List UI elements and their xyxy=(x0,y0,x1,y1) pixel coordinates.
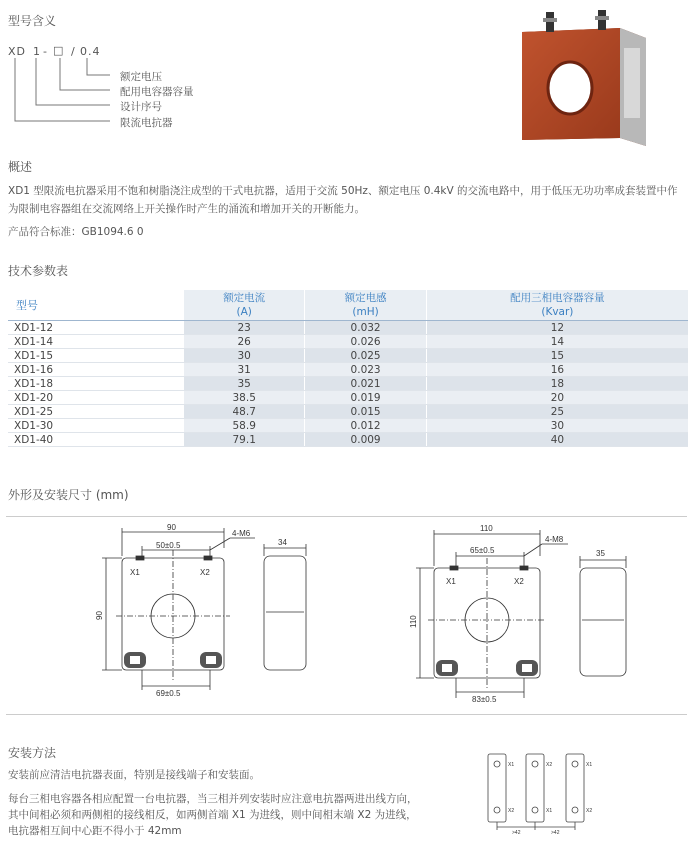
col-header-rated-inductance xyxy=(305,290,426,321)
legend-rated-voltage: 额定电压 xyxy=(120,71,162,83)
cell-inductance: 0.026 xyxy=(305,335,426,349)
dim-right-thread: 4-M8 xyxy=(545,535,564,544)
legend-design-number: 设计序号 xyxy=(120,101,162,113)
header-current-unit: (A) xyxy=(236,306,252,318)
cell-model: XD1-25 xyxy=(8,405,184,419)
table-row xyxy=(8,433,688,447)
installation-line-2: 每台三相电容器各相应配置一台电抗器，当三相并列安装时应注意电抗器两进出线方向， xyxy=(8,793,418,805)
legend-capacitor-capacity: 配用电容器容量 xyxy=(120,86,194,98)
legend-current-limiting-reactor: 限流电抗器 xyxy=(120,117,173,129)
cell-model: XD1-16 xyxy=(8,363,184,377)
install-x1-a: X1 xyxy=(508,762,515,768)
dim-left-mount-spacing: 69±0.5 xyxy=(156,689,181,698)
installation-line-1: 安装前应清洁电抗器表面，特别是接线端子和安装面。 xyxy=(8,769,260,781)
table-row xyxy=(8,335,688,349)
dim-left-thread: 4-M6 xyxy=(232,529,251,538)
model-meaning-title: 型号含义 xyxy=(8,14,57,28)
cell-model: XD1-12 xyxy=(8,321,184,335)
header-current-name: 额定电流 xyxy=(223,292,266,304)
install-spacing-a: >42 xyxy=(512,830,521,836)
dim-left-height: 90 xyxy=(95,611,104,620)
cell-capacity: 12 xyxy=(426,321,688,335)
cell-current: 48.7 xyxy=(184,405,305,419)
cell-inductance: 0.015 xyxy=(305,405,426,419)
cell-model: XD1-18 xyxy=(8,377,184,391)
cell-current: 26 xyxy=(184,335,305,349)
cell-inductance: 0.012 xyxy=(305,419,426,433)
dim-right-terminal-spacing: 65±0.5 xyxy=(470,546,495,555)
cell-capacity: 40 xyxy=(426,433,688,447)
cell-current: 30 xyxy=(184,349,305,363)
reactor-product-image xyxy=(508,8,658,148)
cell-capacity: 20 xyxy=(426,391,688,405)
cell-model: XD1-20 xyxy=(8,391,184,405)
overview-text: XD1 型限流电抗器采用不饱和树脂浇注成型的干式电抗器，适用于交流 50Hz、额定电压 0.4kV 的交流电路中，用于低压无功功率成套装置中作为限制电容器组在交流网络上开关操作时产生的涌流和增加开关的开断能力。 xyxy=(8,185,678,215)
dim-right-x2: X2 xyxy=(514,577,524,586)
overview-standard: 产品符合标准：GB1094.6 0 xyxy=(8,226,144,238)
cell-current: 31 xyxy=(184,363,305,377)
cell-inductance: 0.009 xyxy=(305,433,426,447)
dim-right-depth: 35 xyxy=(596,549,605,558)
dimensions-divider-top xyxy=(6,516,687,517)
header-model-name: 型号 xyxy=(16,299,38,312)
cell-inductance: 0.032 xyxy=(305,321,426,335)
header-inductance-name: 额定电感 xyxy=(344,292,387,304)
table-row xyxy=(8,349,688,363)
model-code-voltage: 0.4 xyxy=(80,45,101,58)
header-capacity-unit: (Kvar) xyxy=(541,306,574,318)
cell-inductance: 0.021 xyxy=(305,377,426,391)
installation-title: 安装方法 xyxy=(8,746,57,760)
model-code-series: 1 xyxy=(33,45,41,58)
cell-model: XD1-15 xyxy=(8,349,184,363)
cell-model: XD1-40 xyxy=(8,433,184,447)
dim-left-depth: 34 xyxy=(278,538,287,547)
table-row xyxy=(8,405,688,419)
dim-left-x1: X1 xyxy=(130,568,140,577)
cell-current: 35 xyxy=(184,377,305,391)
table-row xyxy=(8,363,688,377)
cell-inductance: 0.019 xyxy=(305,391,426,405)
cell-current: 23 xyxy=(184,321,305,335)
model-code-box: □ xyxy=(53,44,65,57)
overview-title: 概述 xyxy=(8,160,33,174)
dim-right-x1: X1 xyxy=(446,577,456,586)
cell-inductance: 0.025 xyxy=(305,349,426,363)
install-x2-a: X2 xyxy=(508,808,515,814)
cell-current: 58.9 xyxy=(184,419,305,433)
cell-capacity: 15 xyxy=(426,349,688,363)
spec-table xyxy=(8,290,688,447)
dimension-drawing-90 xyxy=(90,520,330,700)
cell-capacity: 14 xyxy=(426,335,688,349)
model-code-dash: - xyxy=(43,45,48,58)
cell-capacity: 16 xyxy=(426,363,688,377)
dim-left-terminal-spacing: 50±0.5 xyxy=(156,541,181,550)
cell-capacity: 30 xyxy=(426,419,688,433)
table-row xyxy=(8,419,688,433)
dim-right-mount-spacing: 83±0.5 xyxy=(472,695,497,704)
installation-line-4: 电抗器相互间中心距不得小于 42mm xyxy=(8,825,182,837)
model-code-slash: / xyxy=(71,45,76,58)
dim-right-width: 110 xyxy=(480,524,493,533)
install-x1-c: X1 xyxy=(586,762,593,768)
cell-current: 38.5 xyxy=(184,391,305,405)
col-header-capacitor-capacity xyxy=(426,290,688,321)
model-code-xd: XD xyxy=(8,45,27,58)
cell-model: XD1-30 xyxy=(8,419,184,433)
cell-inductance: 0.023 xyxy=(305,363,426,377)
table-row xyxy=(8,391,688,405)
header-capacity-name: 配用三相电容器容量 xyxy=(510,292,605,304)
spec-table-body xyxy=(8,321,688,447)
installation-diagram xyxy=(480,750,610,836)
dimensions-divider-bottom xyxy=(6,714,687,715)
cell-capacity: 25 xyxy=(426,405,688,419)
dimensions-title: 外形及安装尺寸 (mm) xyxy=(8,488,129,502)
col-header-rated-current xyxy=(184,290,305,321)
table-row xyxy=(8,321,688,335)
cell-current: 79.1 xyxy=(184,433,305,447)
install-x2-b: X2 xyxy=(546,762,553,768)
header-inductance-unit: (mH) xyxy=(352,306,379,318)
cell-capacity: 18 xyxy=(426,377,688,391)
cell-model: XD1-14 xyxy=(8,335,184,349)
dimension-drawing-110 xyxy=(400,520,650,705)
installation-line-3: 其中间相必须和两侧相的接线相反，如两侧首端 X1 为进线，则中间相末端 X2 为进线， xyxy=(8,809,417,821)
dim-left-width: 90 xyxy=(167,523,176,532)
dim-left-x2: X2 xyxy=(200,568,210,577)
install-spacing-b: >42 xyxy=(551,830,560,836)
spec-table-title: 技术参数表 xyxy=(8,264,69,278)
model-legend-lines xyxy=(0,58,130,138)
install-x2-c: X2 xyxy=(586,808,593,814)
dim-right-height: 110 xyxy=(409,615,418,628)
install-x1-b: X1 xyxy=(546,808,553,814)
col-header-model xyxy=(8,290,184,321)
table-row xyxy=(8,377,688,391)
